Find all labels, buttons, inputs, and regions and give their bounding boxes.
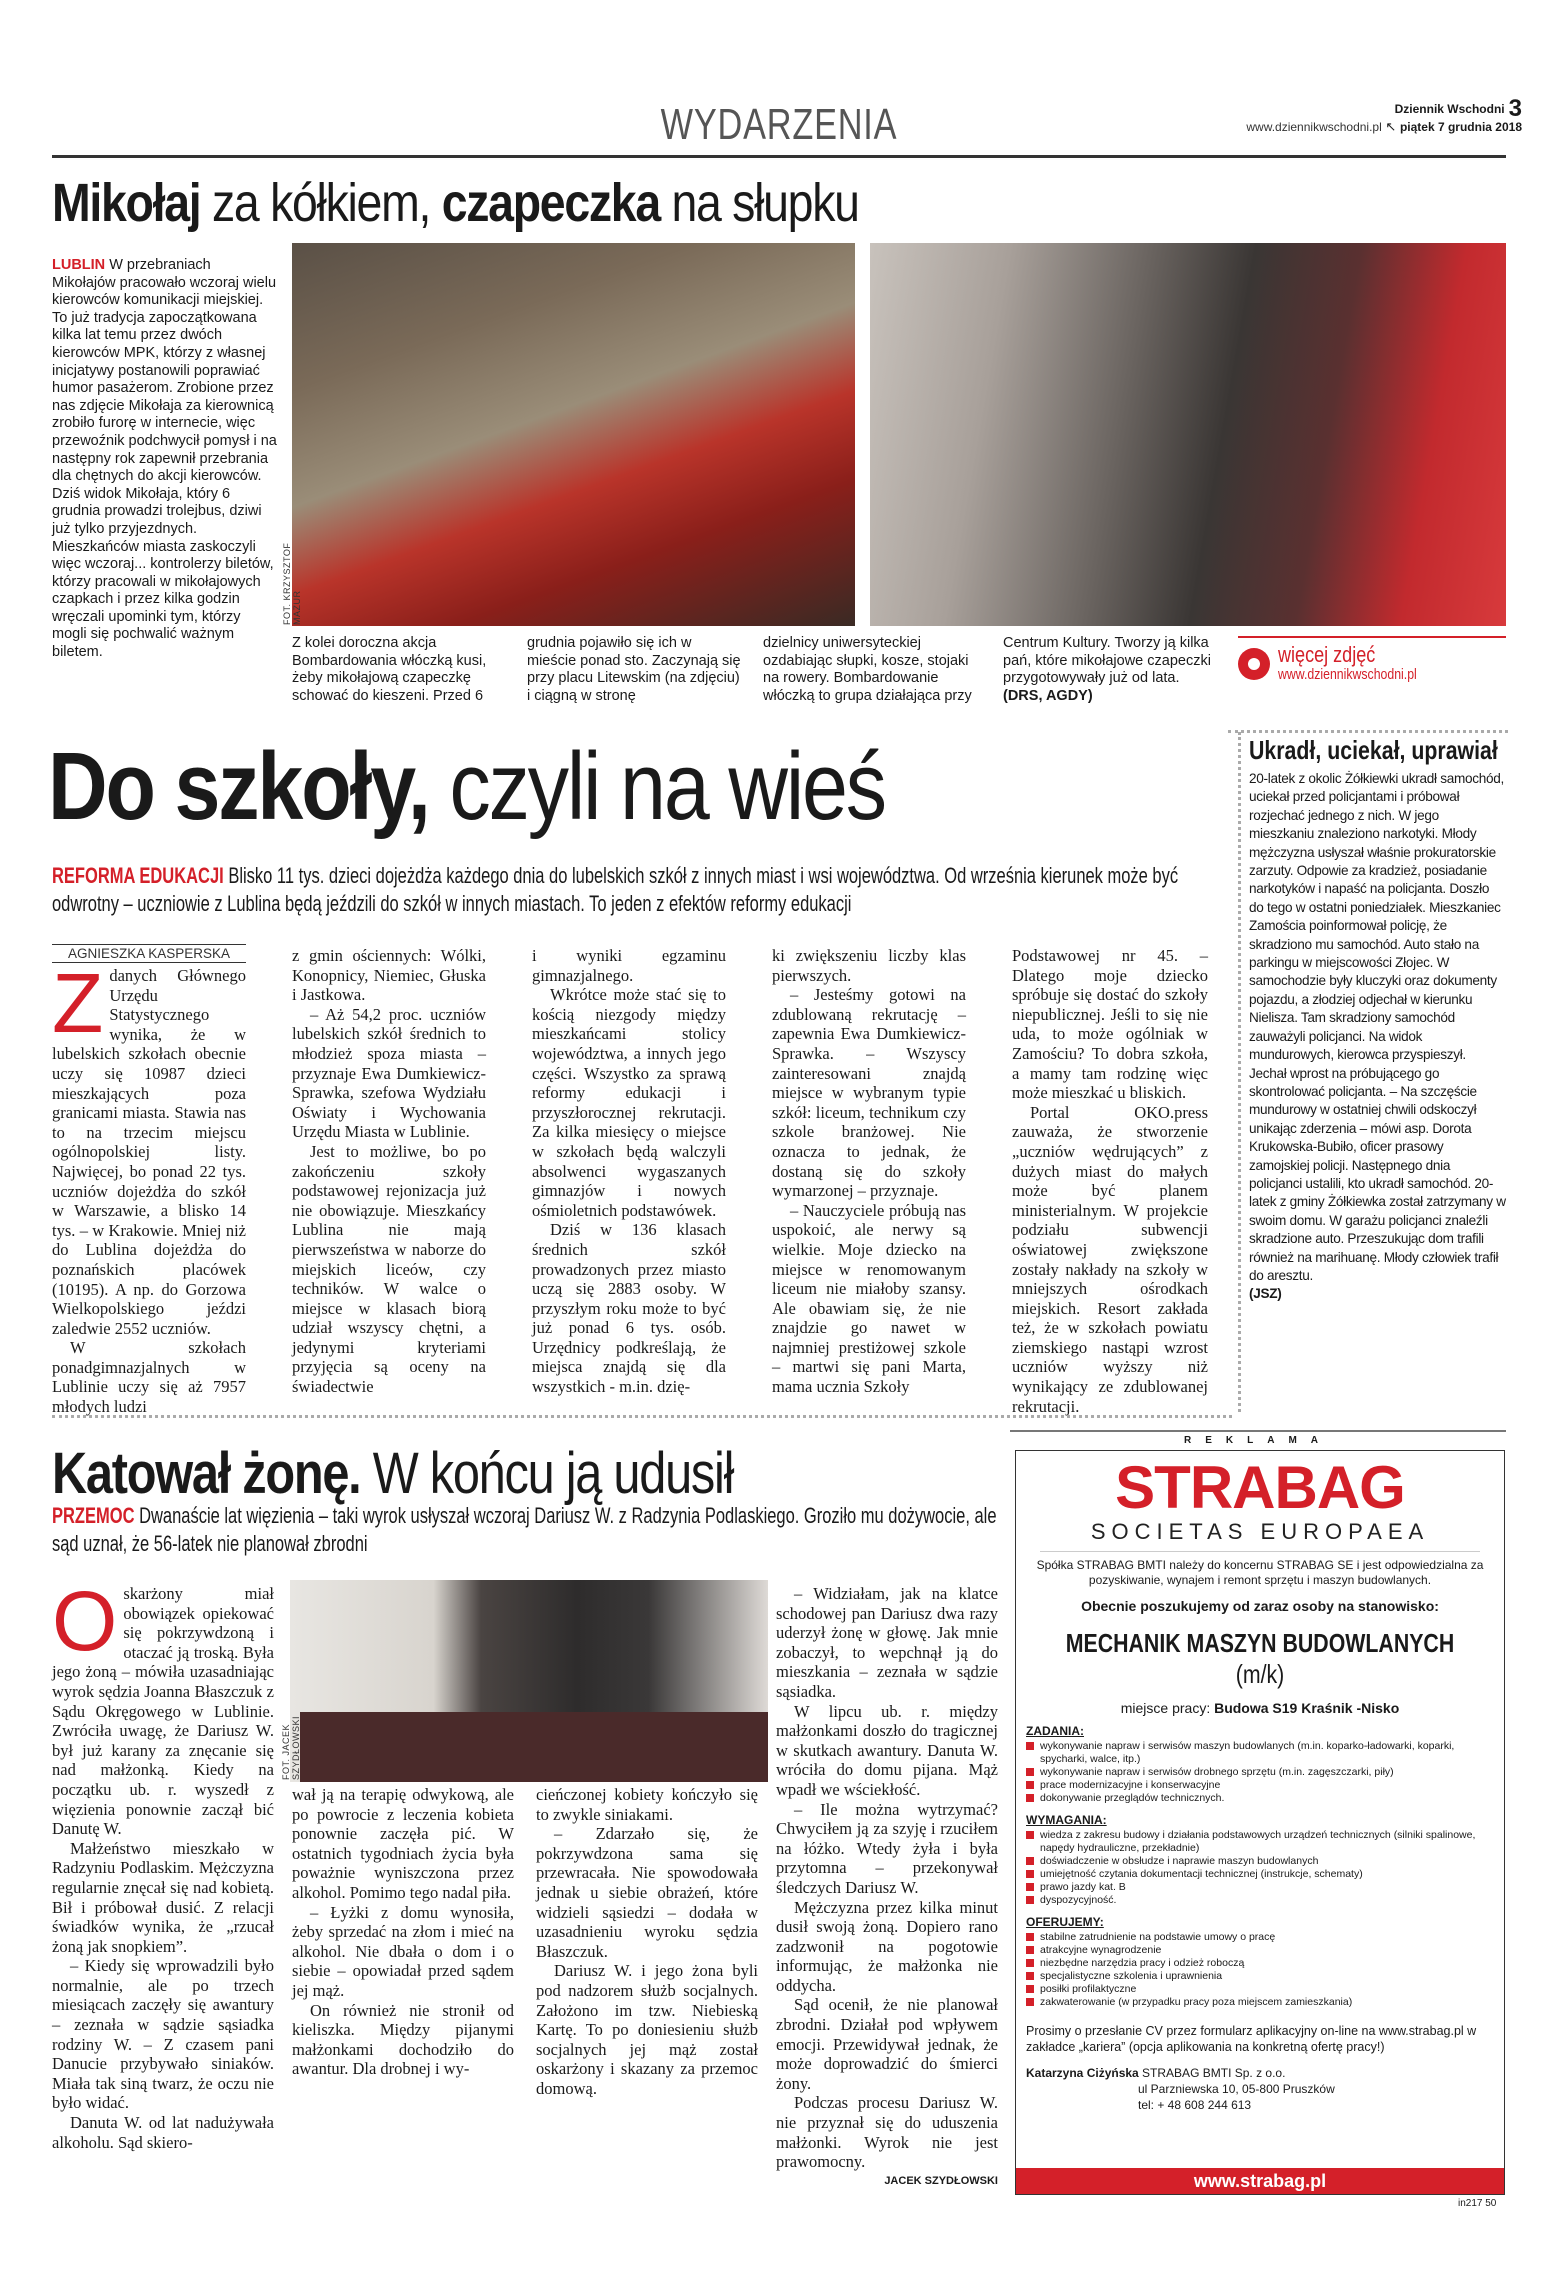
paragraph: Mężczyzna przez kilka minut dusił swoją żoną. Dopiero rano zadzwonił na pogotowie informując, że małżonka nie oddycha.: [776, 1897, 998, 1995]
caption-col-4: [1003, 635, 1218, 705]
list-item: stabilne zatrudnienie na podstawie umowy o pracę: [1026, 1931, 1504, 1944]
caption-col-1: Z kolei doroczna akcja Bombardowania włóczką kusi, żeby mikołajową czapeczkę schować do kieszeni. Przed 6: [292, 635, 487, 704]
issue-date: piątek 7 grudnia 2018: [1399, 120, 1522, 134]
ad-looking: Obecnie poszukujemy od zaraz osoby na stanowisko:: [1081, 1598, 1439, 1614]
camera-icon: [1238, 648, 1270, 680]
list-item: prace modernizacyjne i konserwacyjne: [1026, 1779, 1504, 1792]
strabag-logo: STRABAG: [1115, 1454, 1405, 1521]
standfirst-text: Dwanaście lat więzienia – taki wyrok usłyszał wczoraj Dariusz W. z Radzynia Podlaskiego. Groziło mu dożywocie, ale sąd uznał, że 56-latek nie planował zbrodni: [52, 1503, 997, 1556]
contact-name: Katarzyna Ciżyńska: [1026, 2066, 1139, 2080]
duties-list: [1026, 1740, 1504, 1805]
article2-standfirst: [52, 862, 1212, 918]
more-photos-url[interactable]: www.dziennikwschodni.pl: [1278, 666, 1417, 683]
article3-headline: [52, 1440, 733, 1507]
paragraph: – Ile można wytrzymać? Chwyciłem ją za szyję i rzuciłem na łóżko. Wtedy żyła i była przytomna – przekonywał śledczych Dariusz W.: [776, 1799, 998, 1897]
dropcap: Z: [52, 956, 104, 1050]
article2-byline: AGNIESZKA KASPERSKA: [52, 944, 246, 963]
paragraph: – Kiedy się wprowadzili było normalnie, ale po trzech miesiącach zaczęły się awantury – zeznała w sądzie sąsiadka rodziny W. – Z czasem pani Danucie przybywało siniaków. Miała tak siną twarz, że oczu nie było widać.: [52, 1956, 274, 2113]
section-separator: [52, 1415, 1232, 1418]
paragraph: Podczas procesu Dariusz W. nie przyznał się do uduszenia małżonki. Wyrok nie jest prawomocny.: [776, 2093, 998, 2172]
article2-col-5: [1012, 946, 1208, 1416]
paragraph: Wkrótce może stać się to kością niezgody między mieszkańcami stolicy województwa, a innych jego części. Wszystko za sprawą reformy edukacji i przyszłorocznej rekrutacji. Za kilka miesięcy o miejsce w szkołach będą walczyli absolwenci wygaszanych gimnazjów i nowych ośmioletnich podstawówek.: [532, 985, 726, 1220]
paragraph: W szkołach ponadgimnazjalnych w Lublinie uczy się aż 7957 młodych ludzi: [52, 1338, 246, 1417]
ad-footer-url[interactable]: www.strabag.pl: [1016, 2168, 1504, 2194]
ad-section-title: OFERUJEMY:: [1026, 1915, 1104, 1929]
paragraph: Sąd ocenił, że nie planował zbrodni. Działał pod wpływem emocji. Przewidywał jednak, że może doprowadzić do śmierci żony.: [776, 1995, 998, 2093]
list-item: wiedza z zakresu budowy i działania podstawowych urządzeń technicznych (silniki spalinowe, napędy hydrauliczne, przekładnie): [1026, 1829, 1504, 1855]
list-item: wykonywanie napraw i serwisów drobnego sprzętu (m.in. zagęszczarki, piły): [1026, 1766, 1504, 1779]
paragraph: skarżony miał obowiązek opiekować się pokrzywdzoną i otaczać ją troską. Była jego żoną – mówiła uzasadniając wyrok sędzia Joanna Błaszczuk z Sądu Okręgowego w Lublinie. Zwróciła uwagę, że Dariusz W. był już karany za znęcanie się nad małżonką. Kiedy na początku ub. r. wyszedł z więzienia ponownie zaczął bić Danutę W.: [52, 1584, 274, 1839]
ad-section-title: WYMAGANIA:: [1026, 1813, 1107, 1827]
ad-label: REKLAMA: [1010, 1430, 1506, 1446]
list-item: umiejętność czytania dokumentacji technicznej (instrukcje, schematy): [1026, 1868, 1504, 1881]
article2-col-3: [532, 946, 726, 1397]
strabag-logo-sub: SOCIETAS EUROPAEA: [1090, 1519, 1430, 1544]
list-item: dyspozycyjność.: [1026, 1894, 1504, 1907]
caption-text: Centrum Kultury. Tworzy ją kilka pań, które mikołajowe czapeczki przygotowywały już od lata.: [1003, 635, 1211, 687]
paragraph: Podstawowej nr 45. – Dlatego moje dziecko spróbuje się dostać do szkoły niepublicznej. Jeśli to się nie uda, to może ogólniak w Zamościu? To dobra szkoła, a mamy tam rodzinę więc może mieszkać u bliskich.: [1012, 946, 1208, 1103]
paragraph: danych Głównego Urzędu Statystycznego wynika, że w lubelskich szkołach obecnie uczy się 10987 dzieci mieszkających poza granicami miasta. Stawia nas to na trzecim miejscu ogólnopolskiej listy. Najwięcej, bo ponad 22 tys. uczniów dojeżdża do szkół w Warszawie, a blisko 14 tys. – w Krakowie. Mniej niż do Lublina dojeżdża do poznańskich placówek (10195). A np. do Gorzowa Wielkopolskiego jeździ zaledwie 2552 uczniów.: [52, 966, 246, 1338]
strabag-ad[interactable]: [1015, 1450, 1505, 2195]
paragraph: – Nauczyciele próbują nas uspokoić, ale nerwy są wielkie. Moje dziecko na miejsce w renomowanym liceum nie miałoby szansy. Ale obawiam się, że nie znajdzie go nawet w najmniej prestiżowej szkole – martwi się pani Marta, mama ucznia Szkoły: [772, 1200, 966, 1397]
photo1-credit: FOT. KRZYSZTOF MAZUR: [282, 542, 302, 625]
photo3-credit: FOT. JACEK SZYDŁOWSKI: [281, 1715, 301, 1780]
article3-col-2: [292, 1785, 514, 2079]
headline-part: za kółkiem,: [200, 173, 442, 233]
article2-col-2: [292, 946, 486, 1397]
article3-author: JACEK SZYDŁOWSKI: [884, 2174, 998, 2187]
article2-col-4: [772, 946, 966, 1397]
offer-list: [1026, 1931, 1504, 2009]
headline-part: Do szkoły,: [48, 733, 429, 840]
paragraph: ki zwiększeniu liczby klas pierwszych.: [772, 946, 966, 985]
list-item: zakwaterowanie (w przypadku pracy poza miejscem zamieszkania): [1026, 1996, 1504, 2009]
brief-title: Ukradł, uciekał, uprawiał: [1249, 735, 1498, 765]
crime-brief: [1238, 732, 1506, 1412]
article1-headline: [52, 172, 859, 234]
ad-intro: Spółka STRABAG BMTI należy do koncernu STRABAG SE i jest odpowiedzialna za pozyskiwanie, wynajem i remont sprzętu i maszyn budowlanych.: [1036, 1558, 1484, 1587]
place-label: miejsce pracy:: [1120, 1700, 1215, 1716]
brief-author: (JSZ): [1249, 1286, 1282, 1302]
ad-divider: [1040, 1551, 1480, 1552]
headline-part: W końcu ją udusił: [360, 1441, 734, 1506]
caption-col-2: grudnia pojawiło się ich w mieście ponad sto. Zaczynają się przy placu Litewskim (na zdjęciu) i ciągną w stronę: [527, 635, 741, 704]
paragraph: Portal OKO.press zauważa, że stworzenie „uczniów wędrujących” z dużych miast do małych może być planem ministerialnym. W projekcie podziału subwencji oświatowej zwiększone zostały nakłady na szkoły w mniejszych ośrodkach miejskich. Resort zakłada też, że w szkołach powiatu ziemskiego nastąpi wzrost uczniów wyższy niż wynikający ze zdublowanej rekrutacji.: [1012, 1102, 1208, 1416]
ad-contact: [1026, 2065, 1494, 2113]
paper-name: Dziennik Wschodni: [1394, 102, 1505, 116]
dropcap: O: [52, 1574, 118, 1668]
article3-col-3: [536, 1785, 758, 2099]
ad-code: in217 50: [1458, 2198, 1497, 2209]
paragraph: – Zdarzało się, że pokrzywdzona sama się przewracała. Nie spowodowała jednak u siebie obrażeń, które widzieli sąsiedzi – dodała w uzasadnieniu wyroku sędzia Błaszczuk.: [536, 1824, 758, 1961]
paragraph: Małżeństwo mieszkało w Radzyniu Podlaskim. Mężczyzna regularnie znęcał się nad kobietą. Bił i próbował dusić. Z relacji świadków wynika, że „rzucał żoną jak snopkiem”.: [52, 1838, 274, 1956]
article3-standfirst: [52, 1502, 1012, 1558]
courtroom-photo: [290, 1580, 768, 1782]
headline-part: Katował żonę.: [52, 1441, 361, 1506]
list-item: specjalistyczne szkolenia i uprawnienia: [1026, 1970, 1504, 1983]
paragraph: i wyniki egzaminu gimnazjalnego.: [532, 946, 726, 985]
contact-address: ul Parzniewska 10, 05-800 Pruszków: [1138, 2082, 1335, 2096]
headline-part: czyli na wieś: [428, 733, 885, 840]
headline-part: Mikołaj: [52, 173, 201, 233]
list-item: wykonywanie napraw i serwisów maszyn budowlanych (m.in. koparko-ładowarki, koparki, spycharki, walce, itp.): [1026, 1740, 1504, 1766]
place-value: Budowa S19 Kraśnik -Nisko: [1214, 1700, 1400, 1716]
list-item: posiłki profilaktyczne: [1026, 1983, 1504, 1996]
standfirst-text: Blisko 11 tys. dzieci dojeżdża każdego dnia do lubelskich szkół z innych miast i wsi województwa. Od września kierunek może być odwrotny – uczniowie z Lublina będą jeździli do szkół w innych miastach. To jeden z efektów reformy edukacji: [52, 863, 1179, 916]
list-item: niezbędne narzędzia pracy i odzież roboczą: [1026, 1957, 1504, 1970]
top-rule: [52, 155, 1506, 158]
ad-apply-text: Prosimy o przesłanie CV przez formularz aplikacyjny on-line na www.strabag.pl w zakładce „kariera” (opcja aplikowania na konkretną ofertę pracy!): [1026, 2024, 1477, 2054]
article2-col-1: [52, 956, 246, 1417]
paragraph: z gmin ościennych: Wólki, Konopnicy, Niemiec, Głuska i Jastkowa.: [292, 946, 486, 1005]
paragraph: W lipcu ub. r. między małżonkami doszło do tragicznej w skutkach awantury. Danuta W. wróciła do domu pijana. Mąż wpadł we wściekłość.: [776, 1701, 998, 1799]
list-item: dokonywanie przeglądów technicznych.: [1026, 1792, 1504, 1805]
brief-body: [1249, 770, 1506, 1304]
article2-headline: [48, 732, 885, 842]
paragraph: Dariusz W. i jego żona byli pod nadzorem służb socjalnych. Założono im tzw. Niebieską Kartę. To po doniesieniu służb socjalnych jej mąż został oskarżony i skazany za przemoc domową.: [536, 1961, 758, 2098]
article2-kicker: REFORMA EDUKACJI: [52, 863, 224, 888]
paragraph: wał ją na terapię odwykową, ale po powrocie z leczenia kobieta ponownie zaczęła pić. W ostatnich tygodniach życia była poważnie wyniszczona przez alkohol. Pomimo tego nadal piła.: [292, 1785, 514, 1902]
more-photos-link[interactable]: [1238, 636, 1506, 683]
paragraph: Dziś w 136 klasach średnich szkół prowadzonych przez miasto uczą się 2883 osoby. W przyszłym roku może to być już ponad 6 tys. osób. Urzędnicy podkreślają, że miejsca znajdą się dla wszystkich - m.in. dzię-: [532, 1220, 726, 1397]
headline-part: czapeczka: [441, 173, 660, 233]
list-item: doświadczenie w obsłudze i naprawie maszyn budowlanych: [1026, 1855, 1504, 1868]
paragraph: – Łyżki z domu wynosiła, żeby sprzedać na złom i mieć na alkohol. Nie dbała o dom i o siebie – opowiadał przed sądem jej mąż.: [292, 1902, 514, 2000]
more-photos-label: więcej zdjęć: [1278, 642, 1376, 667]
paragraph: On również nie stronił od kieliszka. Między pijanymi małżonkami dochodziło do awantur. Dla drobnej i wy-: [292, 2000, 514, 2079]
cursor-icon: ↖: [1385, 119, 1397, 134]
position-suffix: (m/k): [1235, 1659, 1285, 1689]
list-item: prawo jazdy kat. B: [1026, 1881, 1504, 1894]
caption-col-3: dzielnicy uniwersyteckiej ozdabiając słupki, kosze, stojaki na rowery. Bombardowanie włóczką to grupa działająca przy: [763, 635, 972, 704]
contact-company: STRABAG BMTI Sp. z o.o.: [1138, 2066, 1286, 2080]
paragraph: cieńczonej kobiety kończyło się to zwykle siniakami.: [536, 1785, 758, 1824]
paragraph: – Aż 54,2 proc. uczniów lubelskich szkół średnich to młodzież spoza miasta – przyznaje Ewa Dumkiewicz-Sprawka, szefowa Wydziału Oświaty i Wychowania Urzędu Miasta w Lublinie.: [292, 1004, 486, 1142]
ad-section-title: ZADANIA:: [1026, 1724, 1084, 1738]
knitted-hats-photo: [870, 243, 1506, 626]
paragraph: Danuta W. od lat nadużywała alkoholu. Sąd skiero-: [52, 2113, 274, 2152]
article1-kicker: LUBLIN: [52, 257, 106, 273]
headline-part: na słupku: [659, 173, 859, 233]
paragraph: Jest to możliwe, bo po zakończeniu szkoły podstawowej rejonizacja już nie obowiązuje. Mieszkańcy Lublina nie mają pierwszeństwa w naborze do miejskich liceów, czy techników. W walce o miejsce w klasach biorą udział wszyscy chętni, a jedynymi kryteriami przyjęcia są oceny na świadectwie: [292, 1141, 486, 1397]
article3-col-4: [776, 1584, 998, 2191]
section-title: WYDARZENIA: [660, 100, 898, 149]
brief-text: 20-latek z okolic Żółkiewki ukradł samochód, uciekał przed policjantami i próbował rozjechać jednego z nich. W jego mieszkaniu znaleziono narkotyki. Młody mężczyzna usłyszał właśnie prokuratorskie zarzuty. Odpowie za kradzież, posiadanie narkotyków i napaść na policjanta. Doszło do tego w ostatni poniedziałek. Mieszkaniec Zamościa poinformował policję, że skradziono mu samochód. Auto stało na parkingu w miejscowości Złojec. W samochodzie były kluczyki oraz dokumenty pojazdu, a złodziej odjechał w kierunku Nielisza. Tam skradziony samochód zauważyli policjanci. Na widok mundurowych, kierowca przyspieszył. Jechał wprost na próbującego go skontrolować policjanta. – Na szczęście mundurowy w ostatniej chwili odskoczył unikając zderzenia – mówi asp. Dorota Krukowska-Bubiło, oficer prasowy zamojskiej policji. Następnego dnia policjanci ustalili, kto ukradł samochód. 20-latek z gminy Żółkiewka został zatrzymany w swoim domu. W garażu policjanci znaleźli skradzione auto. Przeszukując dom trafili również na marihuanę. Młody człowiek trafił do aresztu.: [1249, 771, 1506, 1283]
article1-author: (DRS, AGDY): [1003, 687, 1093, 704]
article3-kicker: PRZEMOC: [52, 1503, 135, 1528]
ad-position: [1060, 1628, 1460, 1690]
masthead: [1246, 95, 1522, 136]
contact-phone: tel: + 48 608 244 613: [1138, 2098, 1252, 2112]
santa-driver-photo: [292, 243, 855, 626]
article3-col-1: [52, 1574, 274, 2152]
article1-lead: [52, 257, 278, 662]
masthead-url[interactable]: www.dziennikwschodni.pl: [1246, 120, 1382, 134]
list-item: atrakcyjne wynagrodzenie: [1026, 1944, 1504, 1957]
ad-place: [1016, 1700, 1504, 1716]
requirements-list: [1026, 1829, 1504, 1907]
paragraph: – Jesteśmy gotowi na zdublowaną rekrutację – zapewnia Ewa Dumkiewicz-Sprawka. – Wszyscy zainteresowani znajdą miejsce w wybranym typie szkół: liceum, technikum czy szkole branżowej. Nie oznacza to jednak, że dostaną się do szkoły wymarzonej – przyznaje.: [772, 985, 966, 1201]
paragraph: – Widziałam, jak na klatce schodowej pan Dariusz dwa razy uderzył żonę w głowę. Jak mnie zobaczył, to wepchnął ją do mieszkania – zeznała w sądzie sąsiadka.: [776, 1584, 998, 1701]
position-title: MECHANIK MASZYN BUDOWLANYCH: [1065, 1628, 1455, 1658]
page-number: 3: [1508, 95, 1522, 122]
article1-lead-text: W przebraniach Mikołajów pracowało wczoraj wielu kierowców komunikacji miejskiej. To już tradycja zapoczątkowana kilka lat temu przez dwóch kierowców MPK, którzy z własnej inicjatywy postanowili poprawiać humor pasażerom. Zrobione przez nas zdjęcie Mikołaja za kierownicą zrobiło furorę w internecie, więc przewoźnik podchwycił pomysł i na następny rok zapewnił przebrania dla chętnych do akcji kierowców. Dziś widok Mikołaja, który 6 grudnia prowadzi trolejbus, dziwi już tylko przyjezdnych. Mieszkańców miasta zaskoczyli więc wczoraj... kontrolerzy biletów, którzy pracowali w mikołajowych czapkach i przez kilka godzin wręczali upominki tym, którzy mogli się pochwalić ważnym biletem.: [52, 257, 277, 661]
